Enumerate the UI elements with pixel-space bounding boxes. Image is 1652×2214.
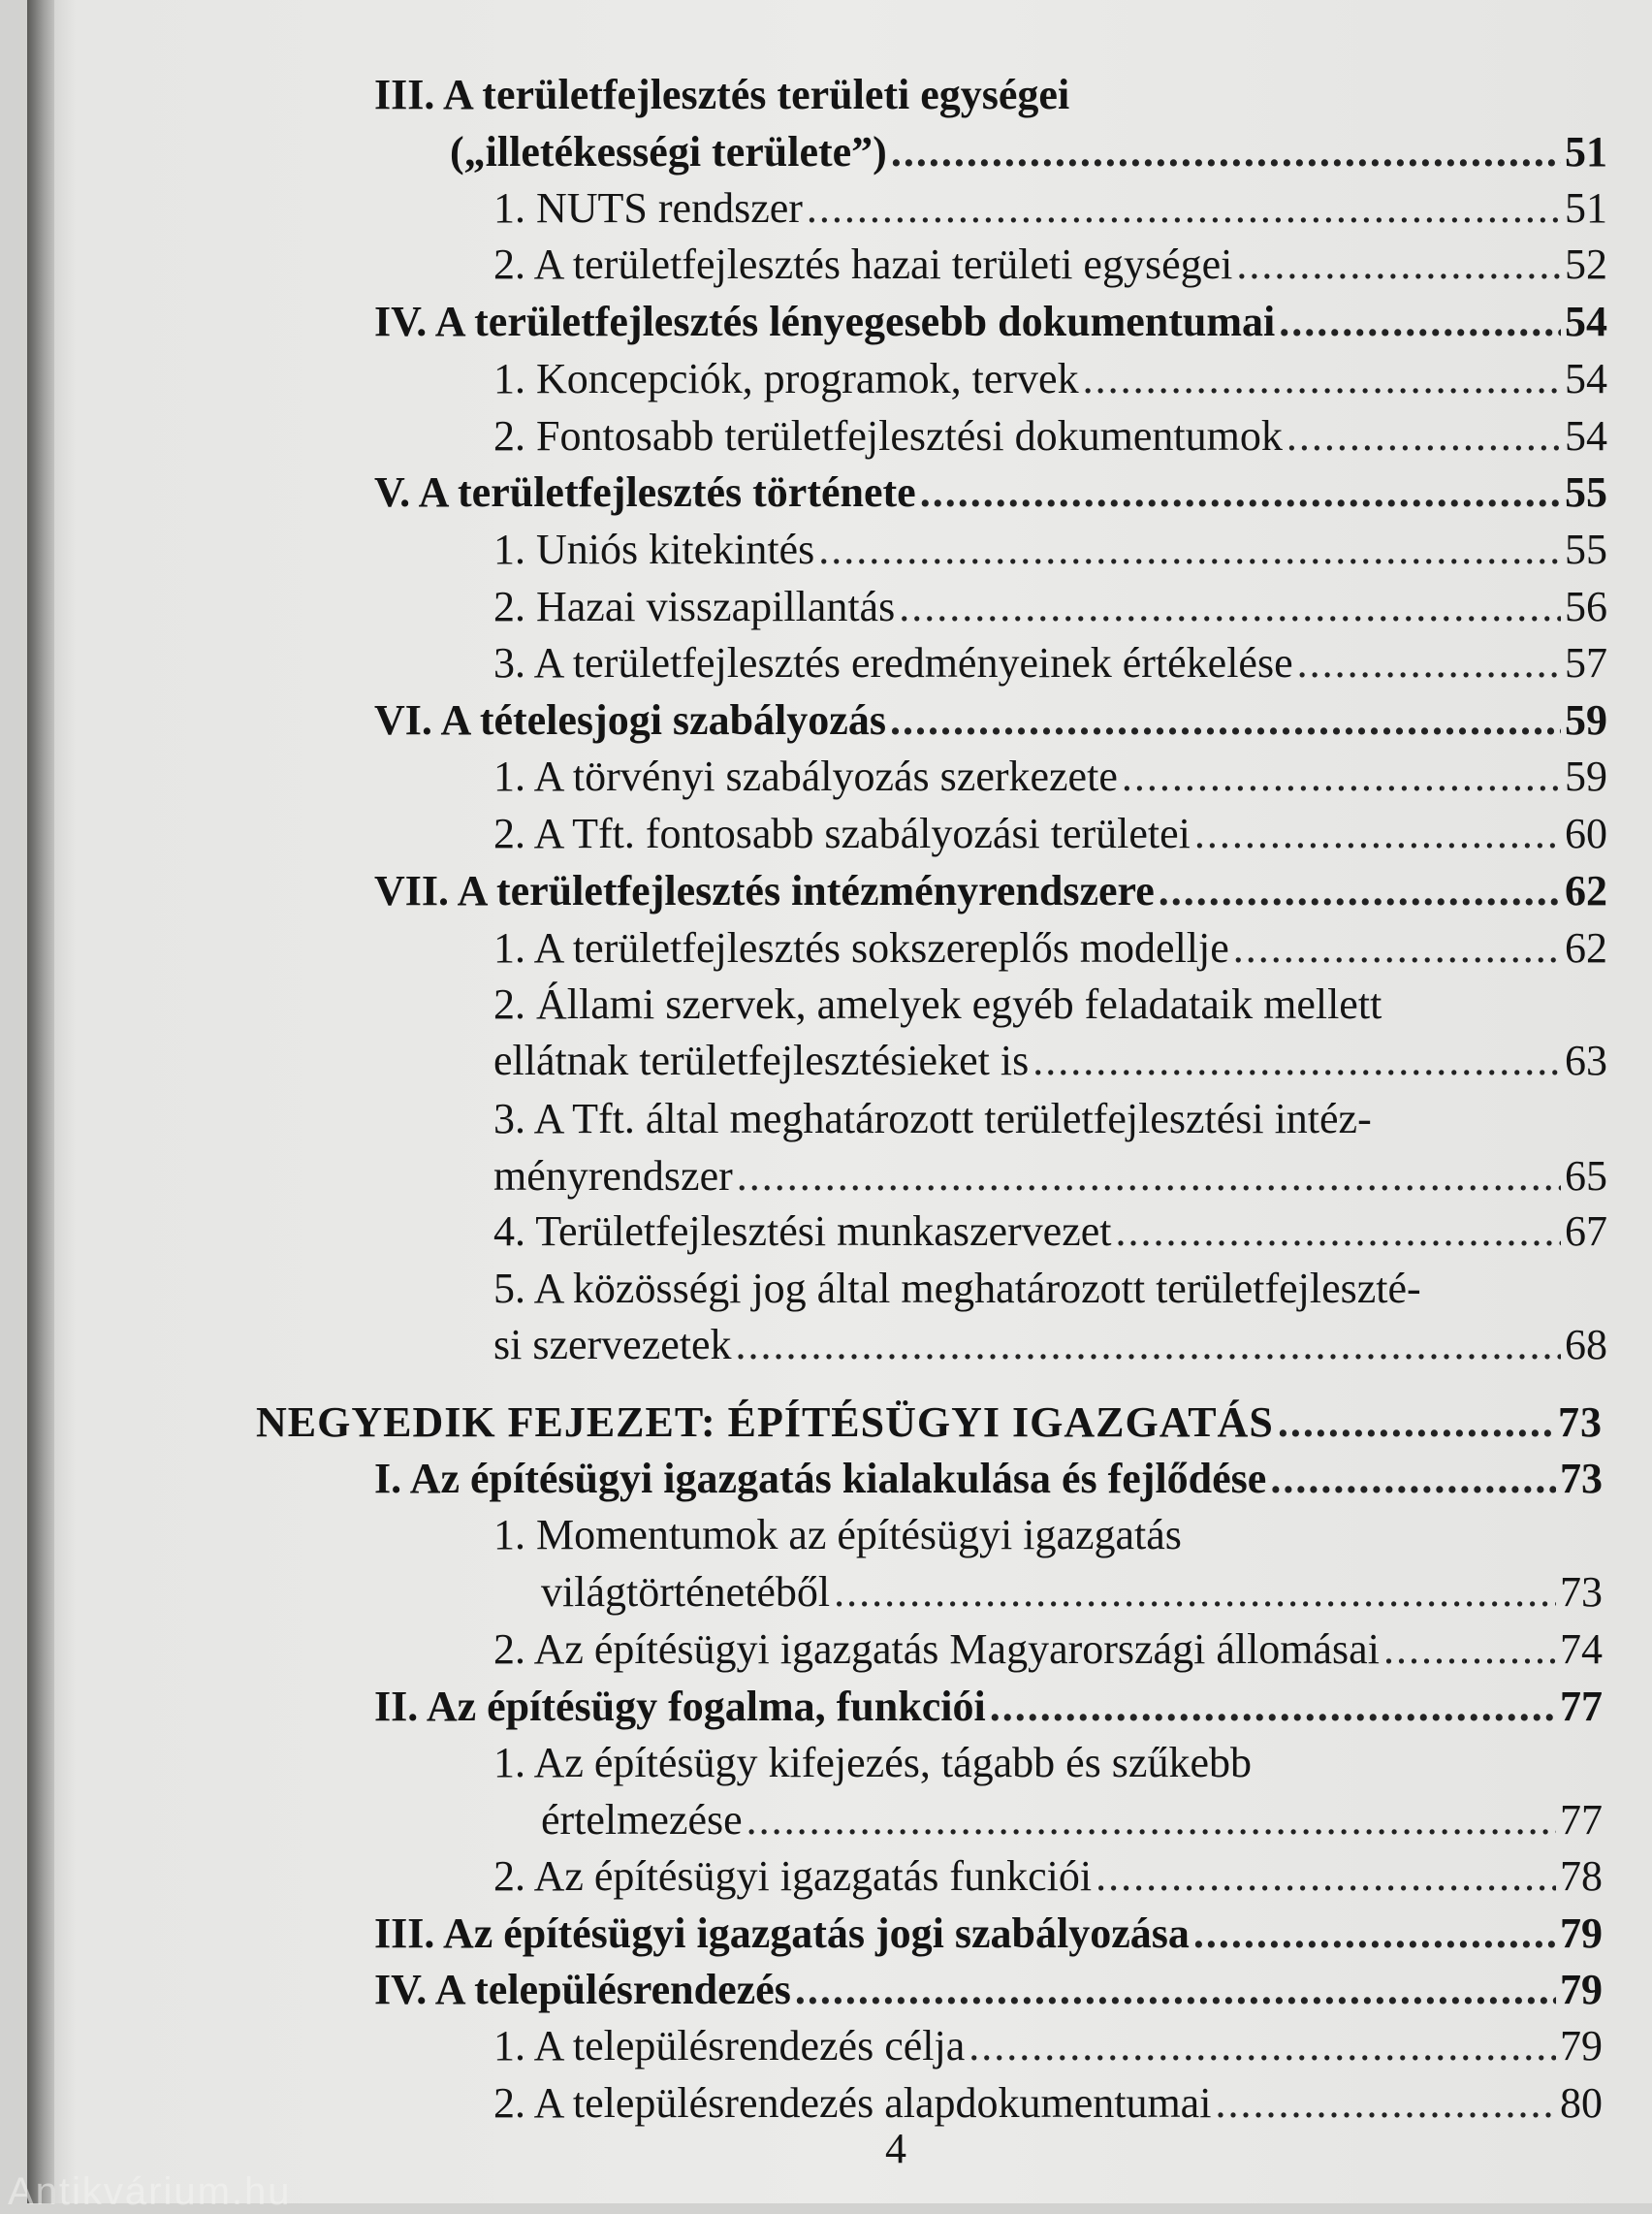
toc-entry-page: 73	[1560, 1455, 1603, 1502]
toc-entry-title: („illetékességi területe”)	[450, 128, 887, 176]
toc-entry-title: 1. Uniós kitekintés	[493, 526, 815, 573]
page-number: 4	[885, 2125, 906, 2172]
toc-entry	[256, 1394, 1603, 1452]
dot-leader	[834, 1563, 1556, 1621]
toc-entry-title: 2. A településrendezés alapdokumentumai	[493, 2079, 1212, 2127]
toc-entry-page: 65	[1565, 1152, 1607, 1200]
dot-leader	[969, 2017, 1556, 2075]
toc-entry-page: 54	[1565, 298, 1607, 345]
toc-entry-title: 1. Az építésügy kifejezés, tágabb és szűkebb	[493, 1739, 1252, 1786]
toc-entry-title: 2. Állami szervek, amelyek egyéb feladataik mellett	[493, 980, 1382, 1028]
toc-entry-title: ményrendszer	[493, 1152, 733, 1200]
dot-leader	[899, 578, 1561, 636]
toc-entry	[493, 407, 1607, 465]
toc-entry	[374, 66, 1583, 124]
toc-entry-title: 1. A területfejlesztés sokszereplős modellje	[493, 924, 1229, 972]
toc-entry-page: 59	[1565, 696, 1607, 744]
dot-leader	[1215, 2074, 1556, 2133]
toc-entry-page: 62	[1565, 867, 1607, 914]
toc-entry	[493, 521, 1607, 579]
toc-entry	[374, 464, 1607, 522]
toc-entry-title: si szervezetek	[493, 1321, 732, 1368]
toc-entry	[493, 2017, 1603, 2075]
toc-entry-title: 1. A településrendezés célja	[493, 2022, 966, 2070]
dot-leader	[1279, 293, 1561, 351]
toc-entry-title: ellátnak területfejlesztésieket is	[493, 1037, 1030, 1084]
toc-entry-title: IV. A településrendezés	[374, 1966, 791, 2013]
toc-entry-page: 59	[1565, 753, 1607, 800]
dot-leader	[747, 1791, 1556, 1849]
toc-entry	[493, 350, 1607, 408]
toc-entry-page: 79	[1560, 1966, 1603, 2013]
toc-entry-page: 62	[1565, 924, 1607, 972]
dot-leader	[1083, 350, 1561, 408]
toc-entry	[493, 1147, 1607, 1205]
toc-entry-title: 1. Koncepciók, programok, tervek	[493, 355, 1079, 402]
watermark: Antikvárium.hu	[8, 2170, 292, 2213]
book-page	[27, 0, 1652, 2203]
dot-leader	[736, 1316, 1561, 1374]
toc-entry-title: 2. Az építésügyi igazgatás funkciói	[493, 1852, 1093, 1900]
toc-entry-page: 74	[1560, 1625, 1603, 1673]
toc-entry-title: 2. A területfejlesztés hazai területi egységei	[493, 241, 1233, 288]
dot-leader	[737, 1147, 1561, 1205]
toc-entry-page: 57	[1565, 639, 1607, 687]
toc-entry-page: 78	[1560, 1852, 1603, 1900]
toc-entry-title: 1. Momentumok az építésügyi igazgatás	[493, 1511, 1182, 1558]
toc-entry-page: 51	[1565, 128, 1607, 176]
toc-entry	[493, 805, 1607, 863]
dot-leader	[1115, 1203, 1561, 1261]
toc-entry-title: NEGYEDIK FEJEZET: ÉPÍTÉSÜGYI IGAZGATÁS	[256, 1398, 1274, 1446]
dot-leader	[920, 464, 1561, 522]
table-of-contents	[27, 0, 1652, 2127]
dot-leader	[1096, 1847, 1556, 1906]
toc-entry-title: 5. A közösségi jog által meghatározott területfejleszté-	[493, 1265, 1421, 1312]
toc-entry-title: VII. A területfejlesztés intézményrendszere	[374, 867, 1155, 914]
toc-entry-title: 1. NUTS rendszer	[493, 184, 803, 232]
toc-entry-page: 80	[1560, 2079, 1603, 2127]
toc-entry-title: III. Az építésügyi igazgatás jogi szabályozása	[374, 1909, 1190, 1957]
toc-entry	[493, 634, 1607, 692]
dot-leader	[1297, 634, 1561, 692]
toc-entry-page: 73	[1558, 1398, 1603, 1446]
toc-entry-page: 79	[1560, 2022, 1603, 2070]
toc-entry-page: 79	[1560, 1909, 1603, 1957]
toc-entry	[374, 293, 1607, 351]
dot-leader	[1278, 1394, 1554, 1452]
toc-entry-page: 77	[1560, 1796, 1603, 1844]
dot-leader	[818, 521, 1561, 579]
toc-entry	[493, 1090, 1540, 1148]
toc-entry-title: II. Az építésügy fogalma, funkciói	[374, 1683, 986, 1730]
dot-leader	[795, 1961, 1556, 2019]
toc-entry	[374, 1961, 1603, 2019]
toc-entry-page: 55	[1565, 468, 1607, 516]
toc-entry-page: 63	[1565, 1037, 1607, 1084]
toc-entry-title: 2. Hazai visszapillantás	[493, 583, 896, 630]
toc-entry-title: 2. Fontosabb területfejlesztési dokumentumok	[493, 412, 1283, 460]
toc-entry-page: 54	[1565, 355, 1607, 402]
toc-entry	[493, 919, 1607, 978]
toc-entry	[493, 1847, 1603, 1906]
toc-entry-page: 55	[1565, 526, 1607, 573]
toc-entry	[493, 1203, 1607, 1261]
toc-entry-title: III. A területfejlesztés területi egységei	[374, 71, 1070, 118]
toc-entry	[493, 1734, 1540, 1792]
toc-entry-title: V. A területfejlesztés története	[374, 468, 916, 516]
dot-leader	[807, 179, 1561, 238]
toc-entry	[493, 976, 1540, 1034]
toc-entry-title: 2. A Tft. fontosabb szabályozási területei	[493, 810, 1191, 857]
toc-entry-page: 73	[1560, 1568, 1603, 1616]
toc-entry	[493, 1620, 1603, 1679]
toc-entry-title: 3. A területfejlesztés eredményeinek értékelése	[493, 639, 1293, 687]
dot-leader	[1287, 407, 1561, 465]
toc-entry-title: I. Az építésügyi igazgatás kialakulása és fejlődése	[374, 1455, 1267, 1502]
toc-entry-page: 52	[1565, 241, 1607, 288]
toc-entry	[493, 1316, 1607, 1374]
dot-leader	[1233, 919, 1561, 978]
toc-entry	[450, 123, 1607, 181]
toc-entry-page: 60	[1565, 810, 1607, 857]
toc-entry	[374, 1678, 1603, 1736]
toc-entry	[374, 1905, 1603, 1963]
toc-entry-title: értelmezése	[541, 1796, 743, 1844]
toc-entry-title: 3. A Tft. által meghatározott területfejlesztési intéz-	[493, 1095, 1372, 1142]
toc-entry	[374, 862, 1607, 920]
dot-leader	[1236, 236, 1561, 294]
dot-leader	[1383, 1620, 1556, 1679]
dot-leader	[990, 1678, 1556, 1736]
toc-entry	[374, 1450, 1603, 1508]
dot-leader	[1270, 1450, 1556, 1508]
toc-entry	[493, 2074, 1603, 2133]
dot-leader	[1122, 748, 1561, 806]
toc-entry-page: 67	[1565, 1207, 1607, 1255]
toc-entry-page: 54	[1565, 412, 1607, 460]
dot-leader	[891, 123, 1561, 181]
toc-entry	[493, 578, 1607, 636]
toc-entry-title: IV. A területfejlesztés lényegesebb dokumentumai	[374, 298, 1276, 345]
toc-entry	[493, 1032, 1607, 1090]
dot-leader	[1194, 805, 1561, 863]
toc-entry	[541, 1791, 1603, 1849]
toc-entry	[493, 236, 1607, 294]
toc-entry	[493, 1260, 1569, 1318]
toc-entry-title: 4. Területfejlesztési munkaszervezet	[493, 1207, 1112, 1255]
dot-leader	[1193, 1905, 1556, 1963]
toc-entry-title: VI. A tételesjogi szabályozás	[374, 696, 886, 744]
toc-entry	[374, 691, 1607, 750]
toc-entry-page: 68	[1565, 1321, 1607, 1368]
toc-entry	[493, 179, 1607, 238]
toc-entry-page: 56	[1565, 583, 1607, 630]
toc-entry-title: világtörténetéből	[541, 1568, 831, 1616]
toc-entry-title: 1. A törvényi szabályozás szerkezete	[493, 753, 1118, 800]
toc-entry	[493, 1506, 1540, 1564]
toc-entry-title: 2. Az építésügyi igazgatás Magyarországi állomásai	[493, 1625, 1380, 1673]
toc-entry	[493, 748, 1607, 806]
dot-leader	[890, 691, 1561, 750]
toc-entry	[541, 1563, 1603, 1621]
toc-entry-page: 77	[1560, 1683, 1603, 1730]
dot-leader	[1159, 862, 1561, 920]
dot-leader	[1032, 1032, 1561, 1090]
toc-entry-page: 51	[1565, 184, 1607, 232]
